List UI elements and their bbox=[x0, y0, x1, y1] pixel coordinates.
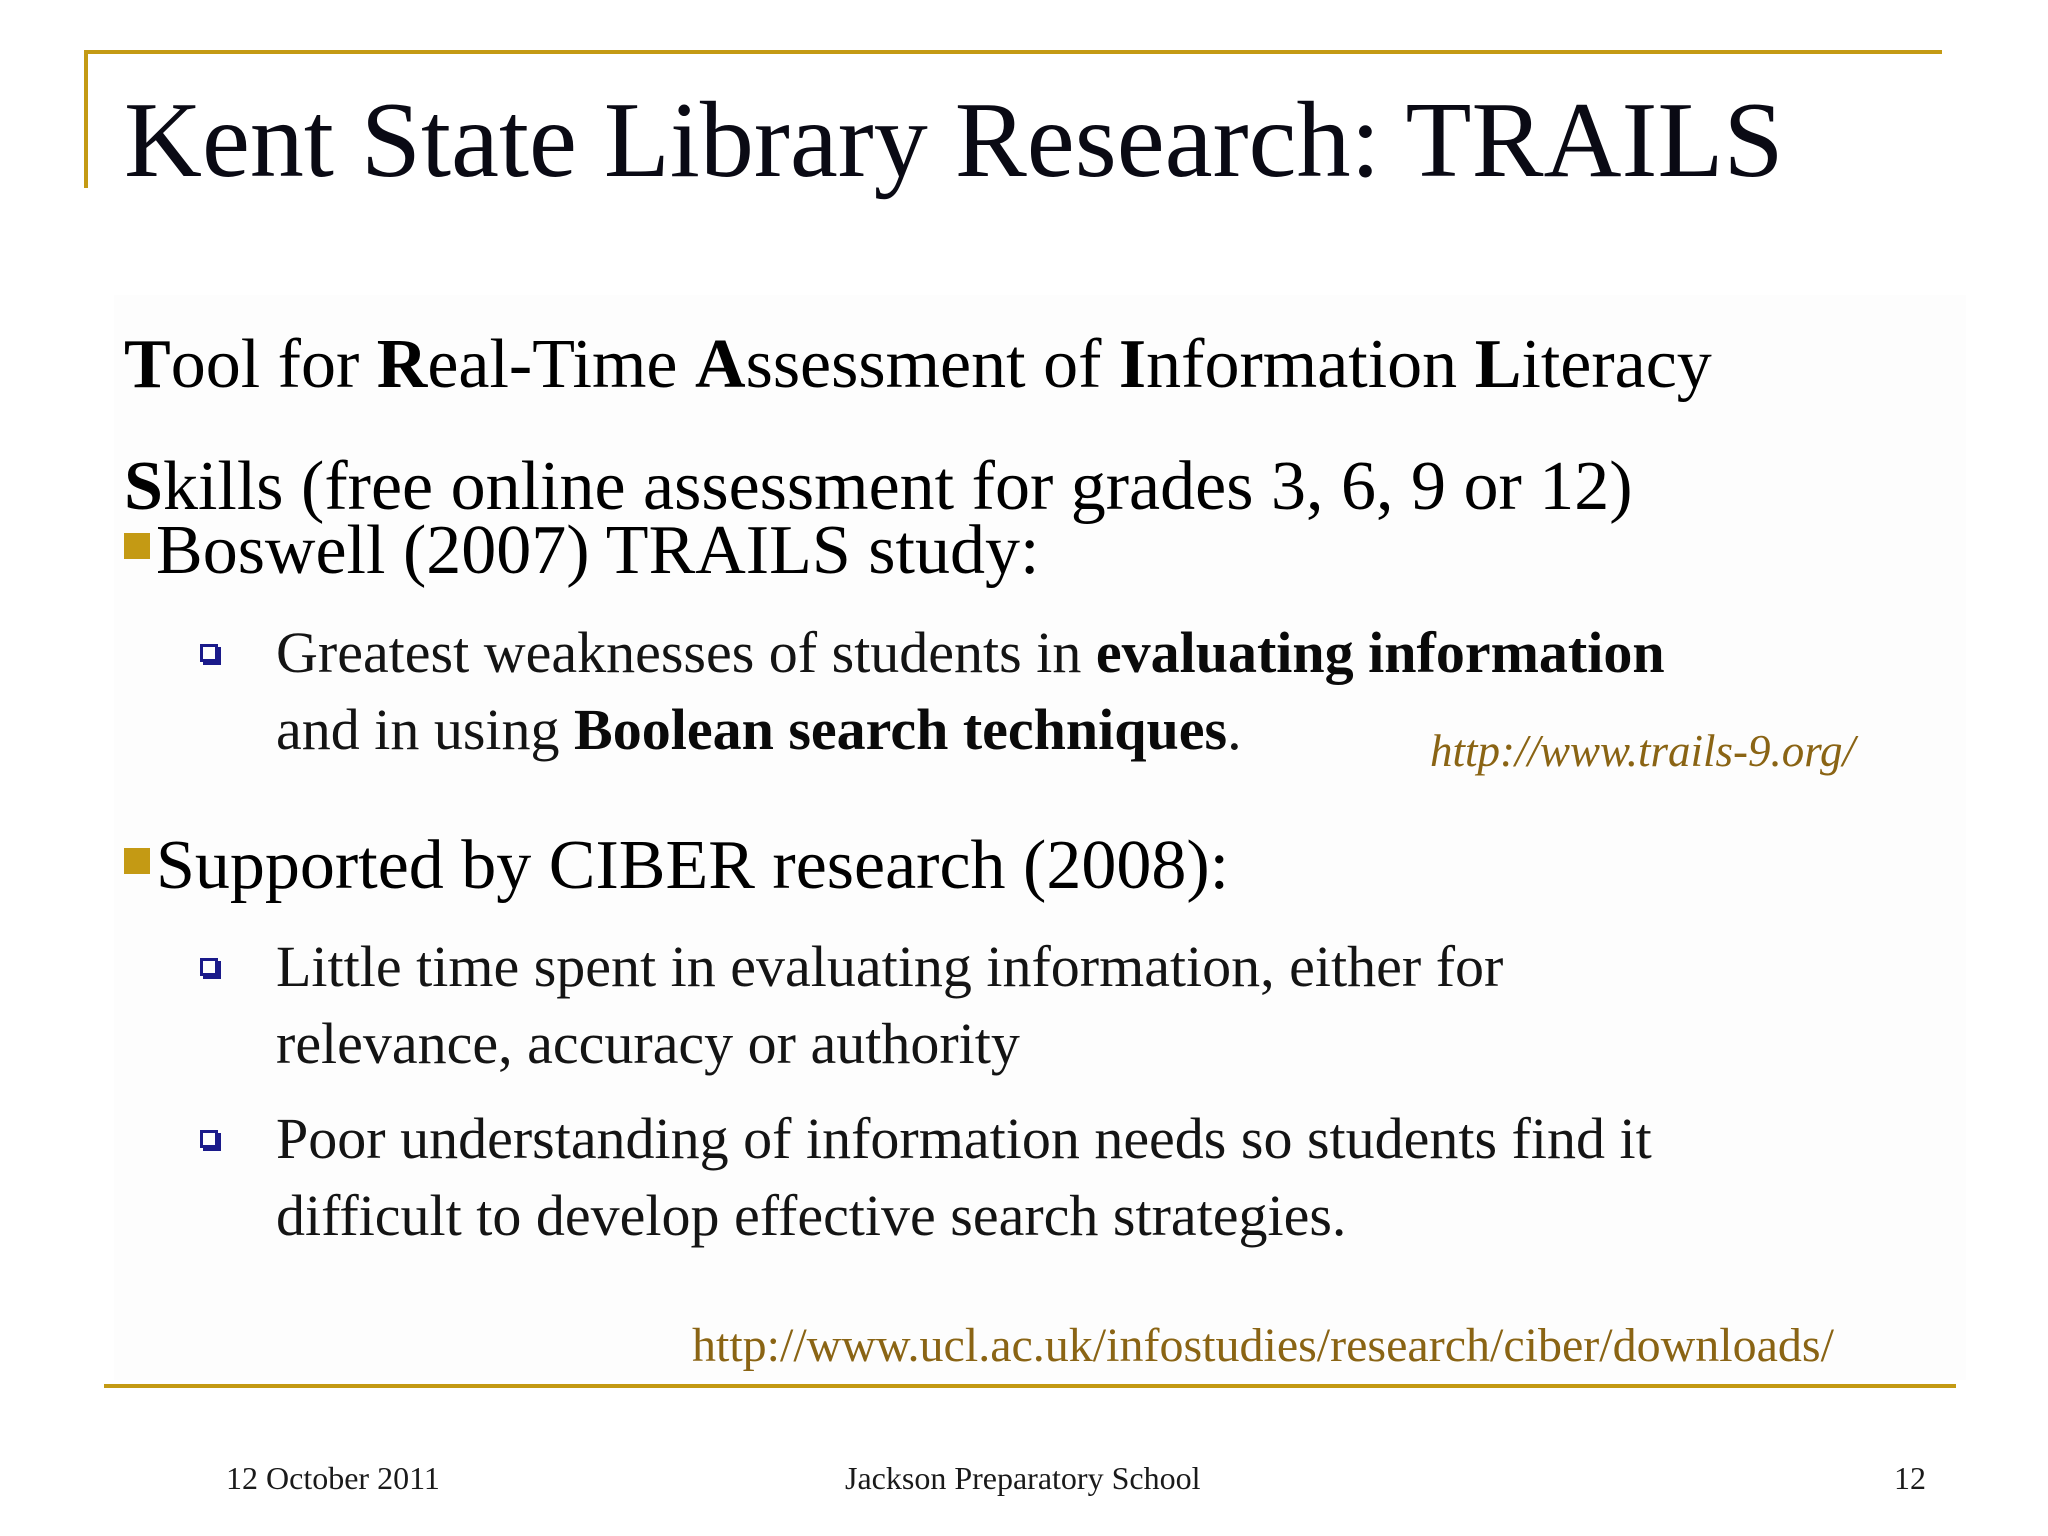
footer-school: Jackson Preparatory School bbox=[845, 1460, 1201, 1496]
footer-rule bbox=[104, 1384, 1956, 1388]
hollow-square-bullet-icon bbox=[200, 958, 218, 976]
list-item-ciber-needs bbox=[200, 1100, 1960, 1254]
acronym-line-2: Skills (free online assessment for grades 3, 6, 9 or 12) bbox=[124, 448, 1633, 525]
hollow-square-bullet-icon bbox=[200, 1130, 218, 1148]
ciber-link[interactable]: http://www.ucl.ac.uk/infostudies/research/ciber/downloads/ bbox=[692, 1319, 1834, 1372]
square-bullet-icon bbox=[124, 533, 150, 559]
slide-title: Kent State Library Research: TRAILS bbox=[124, 81, 1784, 200]
left-frame-line bbox=[84, 50, 88, 188]
list-item-text: Poor understanding of information needs so students find it difficult to develop effective search strategies. bbox=[276, 1106, 1652, 1248]
section-boswell-heading: Boswell (2007) TRAILS study: bbox=[124, 505, 1039, 597]
acronym-line-1: Tool for Real-Time Assessment of Information Literacy bbox=[124, 326, 1712, 403]
footer-date: 12 October 2011 bbox=[226, 1460, 440, 1496]
footer-page-number: 12 bbox=[1894, 1460, 1926, 1496]
section-ciber-heading: Supported by CIBER research (2008): bbox=[124, 820, 1229, 912]
square-bullet-icon bbox=[124, 848, 150, 874]
hollow-square-bullet-icon bbox=[200, 644, 218, 662]
trails-link[interactable]: http://www.trails-9.org/ bbox=[1430, 726, 1856, 776]
list-item-text: Little time spent in evaluating information, either for relevance, accuracy or authority bbox=[276, 934, 1504, 1076]
top-frame-line bbox=[84, 50, 1942, 54]
list-item-ciber-evaluating bbox=[200, 928, 1960, 1082]
list-item-text: Greatest weaknesses of students in evaluating information and in using Boolean search techniques. bbox=[276, 620, 1665, 762]
